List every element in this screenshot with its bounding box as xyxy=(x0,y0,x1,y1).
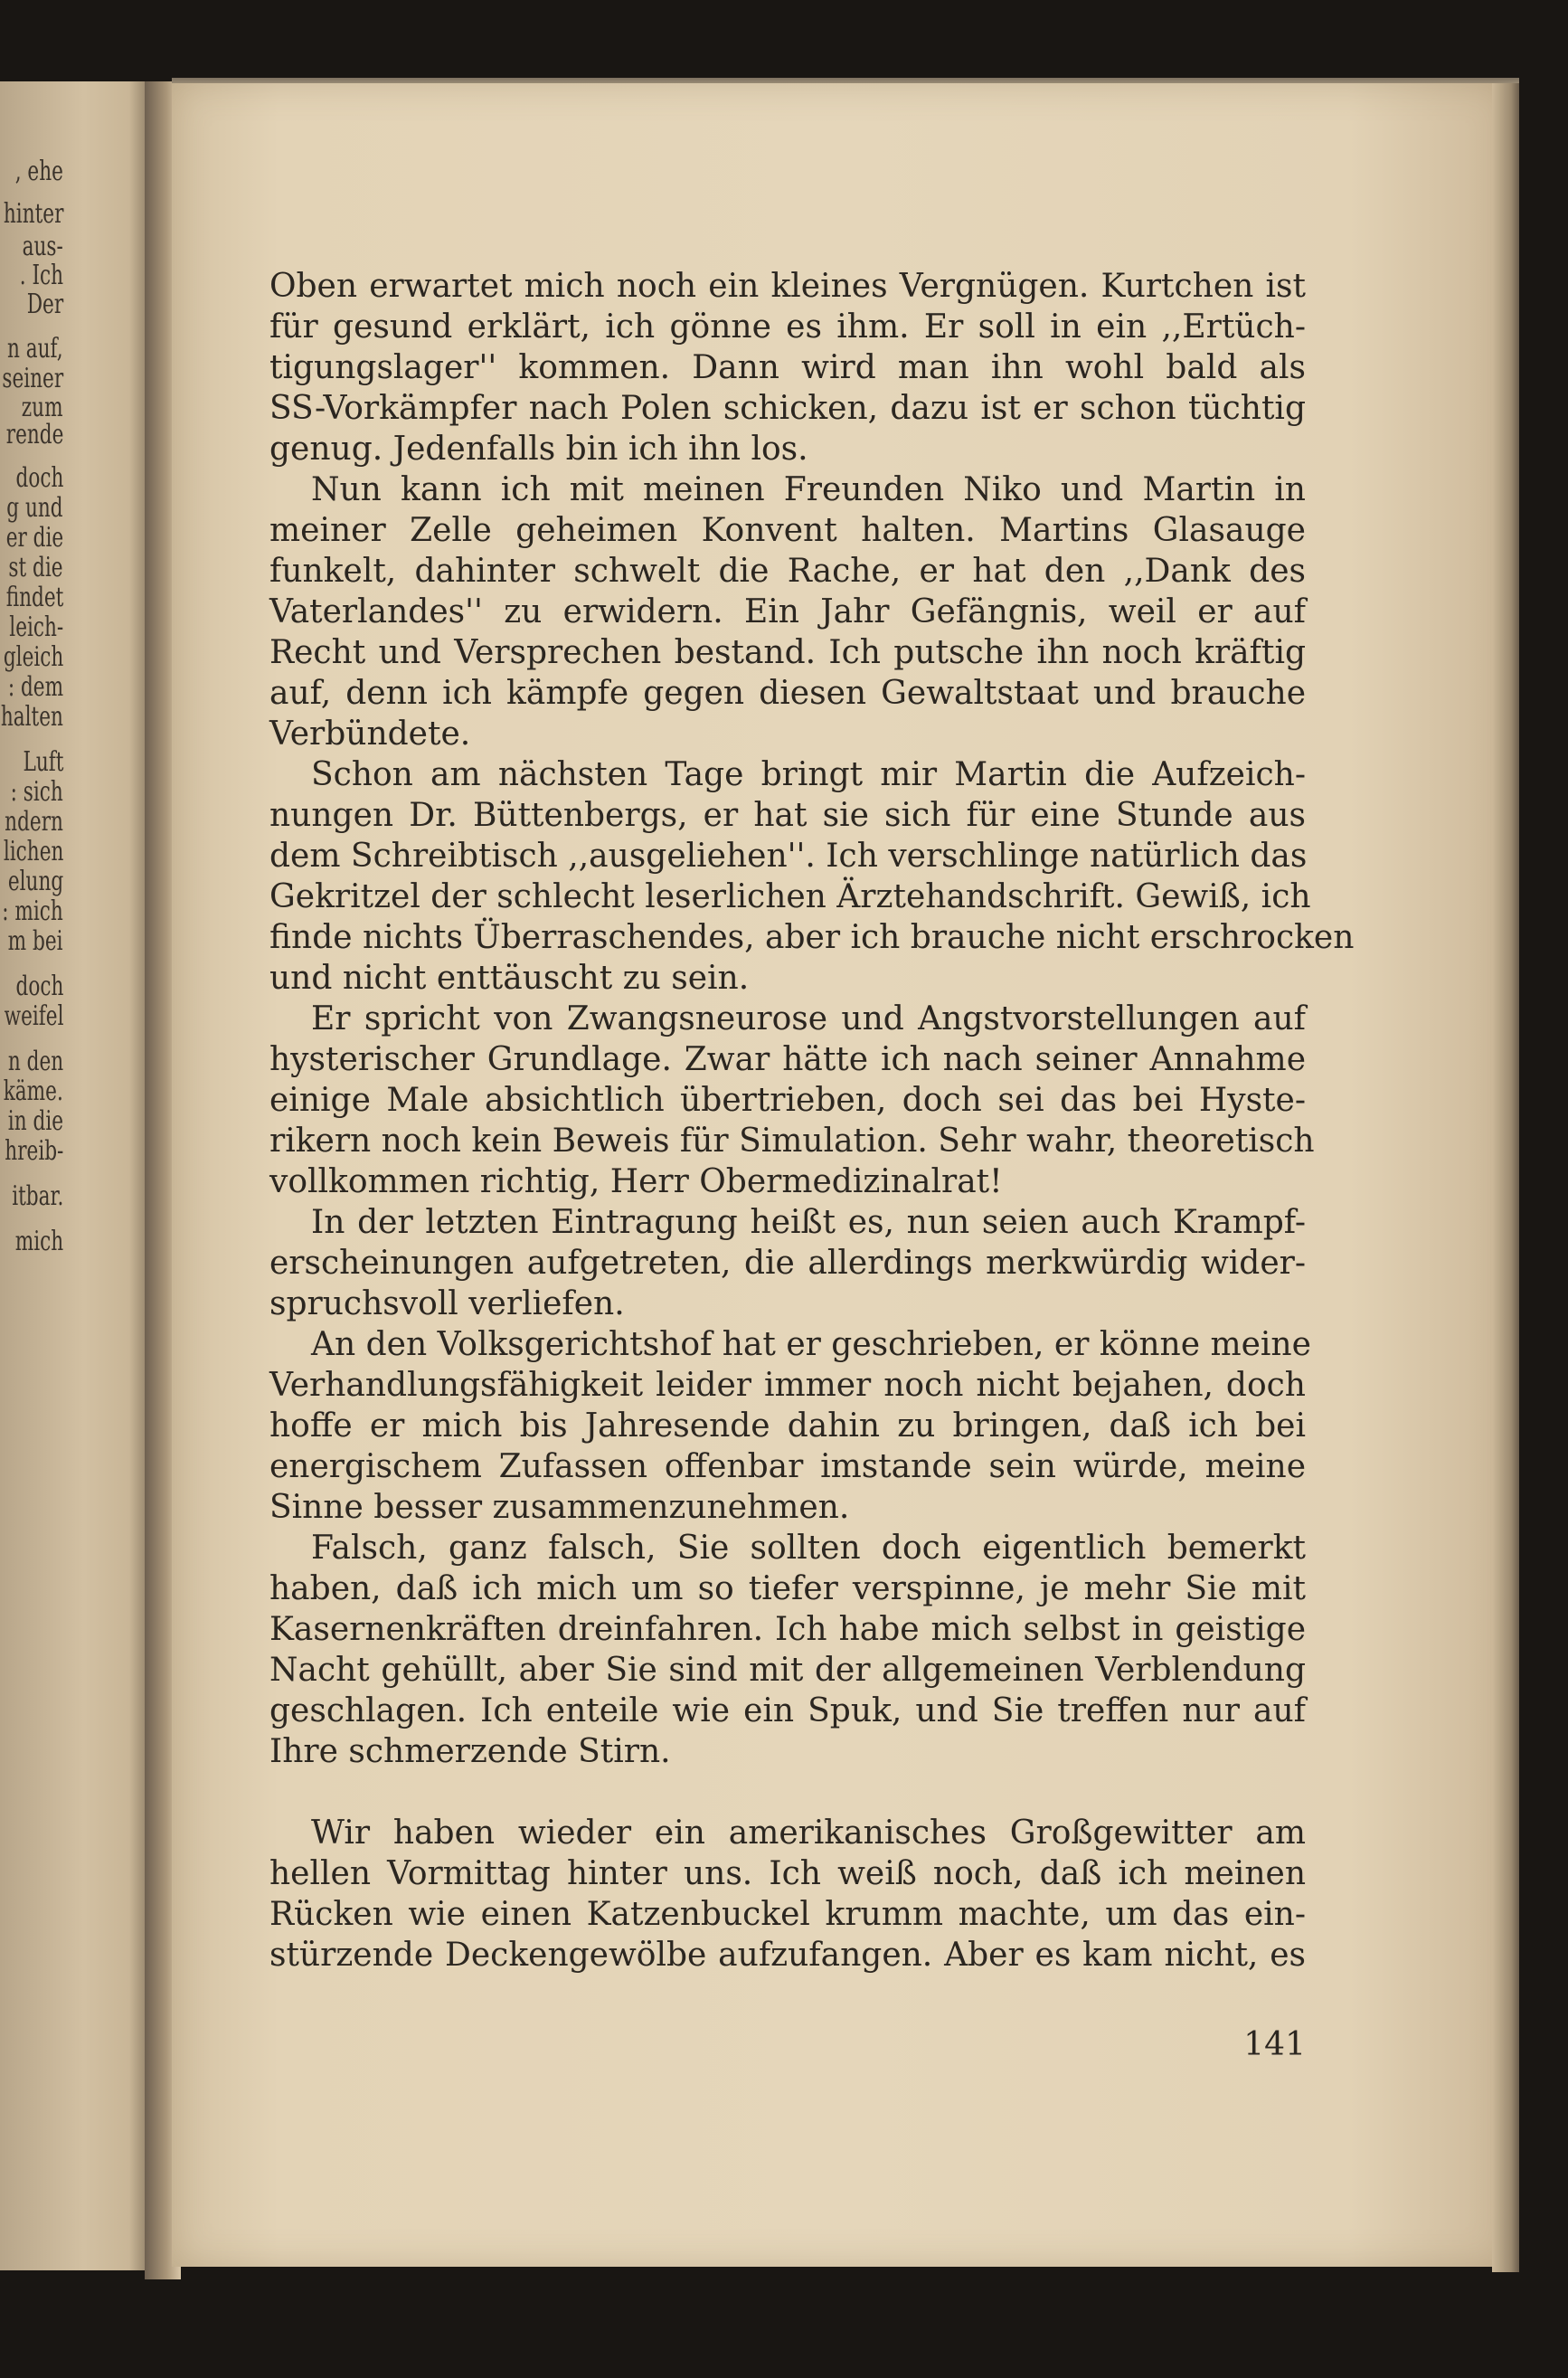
left-page-fragment: findet xyxy=(5,582,63,613)
text-line: Ihre schmerzende Stirn. xyxy=(269,1733,671,1770)
text-line: tigungslager'' kommen. Dann wird man ihn wohl bald als xyxy=(269,349,1306,386)
text-line: Falsch, ganz falsch, Sie sollten doch eigentlich bemerkt xyxy=(311,1530,1306,1567)
left-page-fragment: doch xyxy=(15,462,63,494)
left-page-fragment: Der xyxy=(26,289,63,320)
page-right-edge xyxy=(1492,83,1519,2272)
text-line: haben, daß ich mich um so tiefer verspinne, je mehr Sie mit xyxy=(269,1570,1306,1607)
left-page-fragment: gleich xyxy=(3,641,63,673)
text-line: meiner Zelle geheimen Konvent halten. Martins Glasauge xyxy=(269,512,1306,549)
text-line: energischem Zufassen offenbar imstande sein würde, meine xyxy=(269,1448,1306,1485)
left-page-fragment: Luft xyxy=(23,746,63,778)
text-line: hellen Vormittag hinter uns. Ich weiß noch, daß ich meinen xyxy=(269,1855,1306,1892)
text-line: Sinne besser zusammenzunehmen. xyxy=(269,1489,850,1526)
text-line: vollkommen richtig, Herr Obermedizinalrat! xyxy=(269,1163,1003,1200)
text-line: Schon am nächsten Tage bringt mir Martin die Aufzeich- xyxy=(311,756,1306,793)
text-line: In der letzten Eintragung heißt es, nun seien auch Krampf- xyxy=(311,1204,1306,1241)
left-page-fragment: lichen xyxy=(3,836,63,867)
left-page-fragment: : sich xyxy=(10,776,63,808)
text-line: und nicht enttäuscht zu sein. xyxy=(269,960,750,997)
text-line: Verbündete. xyxy=(269,715,471,753)
left-page-fragment: leich- xyxy=(9,611,63,643)
section-break xyxy=(269,1772,1306,1813)
text-line: hysterischer Grundlage. Zwar hätte ich nach seiner Annahme xyxy=(269,1041,1306,1078)
left-page-fragment: er die xyxy=(5,522,63,554)
paragraph xyxy=(269,469,1306,754)
text-line: hoffe er mich bis Jahresende dahin zu bringen, daß ich bei xyxy=(269,1407,1306,1445)
text-line: funkelt, dahinter schwelt die Rache, er hat den ,,Dank des xyxy=(269,553,1306,590)
left-page-fragment: n auf, xyxy=(7,333,63,365)
text-line: Verhandlungsfähigkeit leider immer noch nicht bejahen, doch xyxy=(269,1367,1306,1404)
left-page-fragment: elung xyxy=(7,866,63,897)
left-page-fragment: , ehe xyxy=(14,156,63,187)
text-line: Vaterlandes'' zu erwidern. Ein Jahr Gefängnis, weil er auf xyxy=(269,593,1306,630)
text-line: für gesund erklärt, ich gönne es ihm. Er soll in ein ,,Ertüch- xyxy=(269,308,1306,346)
left-page-fragment: g und xyxy=(6,492,63,524)
left-page-fragment: halten xyxy=(0,701,63,733)
text-line: einige Male absichtlich übertrieben, doch sei das bei Hyste- xyxy=(269,1082,1306,1119)
left-page-fragment: doch xyxy=(15,971,63,1002)
text-line: Oben erwartet mich noch ein kleines Vergnügen. Kurtchen ist xyxy=(269,268,1306,305)
text-line: SS-Vorkämpfer nach Polen schicken, dazu ist er schon tüchtig xyxy=(269,390,1306,427)
left-page-fragment: ndern xyxy=(5,806,63,838)
paragraph xyxy=(269,754,1355,999)
left-page-fragment: m bei xyxy=(8,925,63,957)
text-line: spruchsvoll verliefen. xyxy=(269,1285,625,1322)
left-page-fragment: weifel xyxy=(4,1000,63,1032)
text-line: Gekritzel der schlecht leserlichen Ärztehandschrift. Gewiß, ich xyxy=(269,878,1311,915)
text-line: Kasernenkräften dreinfahren. Ich habe mich selbst in geistige xyxy=(269,1611,1306,1648)
text-line: Nun kann ich mit meinen Freunden Niko und Martin in xyxy=(311,471,1306,508)
left-page-edge xyxy=(0,81,152,2270)
left-page-fragment: n den xyxy=(7,1046,63,1077)
page-body-text xyxy=(269,266,1355,1975)
left-page-fragment: zum xyxy=(22,392,63,423)
left-page-fragment: rende xyxy=(5,419,63,450)
text-line: finde nichts Überraschendes, aber ich brauche nicht erschrocken xyxy=(269,919,1355,956)
text-line: rikern noch kein Beweis für Simulation. Sehr wahr, theoretisch xyxy=(269,1123,1315,1160)
left-page-fragment: : dem xyxy=(7,671,63,703)
paragraph xyxy=(269,266,1306,469)
paragraph xyxy=(269,999,1315,1202)
left-page-fragment: aus- xyxy=(22,231,63,262)
left-page-fragment: st die xyxy=(8,552,63,583)
text-line: auf, denn ich kämpfe gegen diesen Gewaltstaat und brauche xyxy=(269,675,1306,712)
text-line: Rücken wie einen Katzenbuckel krumm machte, um das ein- xyxy=(269,1896,1306,1933)
page-number: 141 xyxy=(1243,2026,1306,2063)
left-page-fragment: hreib- xyxy=(4,1135,63,1167)
left-page-fragment: in die xyxy=(7,1105,63,1137)
text-line: dem Schreibtisch ,,ausgeliehen''. Ich verschlinge natürlich das xyxy=(269,838,1308,875)
text-line: stürzende Deckengewölbe aufzufangen. Aber es kam nicht, es xyxy=(269,1937,1306,1974)
left-page-fragment: hinter xyxy=(3,198,63,230)
text-line: Wir haben wieder ein amerikanisches Großgewitter am xyxy=(311,1814,1306,1852)
text-line: Er spricht von Zwangsneurose und Angstvorstellungen auf xyxy=(311,1000,1306,1037)
text-line: Recht und Versprechen bestand. Ich putsche ihn noch kräftig xyxy=(269,634,1306,671)
left-page-fragment: itbar. xyxy=(11,1180,63,1212)
text-line: geschlagen. Ich enteile wie ein Spuk, und Sie treffen nur auf xyxy=(269,1692,1306,1729)
text-line: genug. Jedenfalls bin ich ihn los. xyxy=(269,431,808,468)
text-line: nungen Dr. Büttenbergs, er hat sie sich für eine Stunde aus xyxy=(269,797,1306,834)
left-page-fragment: : mich xyxy=(2,895,63,927)
paragraph xyxy=(269,1202,1306,1324)
text-line: An den Volksgerichtshof hat er geschrieben, er könne meine xyxy=(311,1326,1311,1363)
paragraph xyxy=(269,1528,1306,1772)
paragraph xyxy=(269,1813,1306,1975)
left-page-fragment: käme. xyxy=(3,1075,63,1107)
text-line: erscheinungen aufgetreten, die allerdings merkwürdig wider- xyxy=(269,1245,1306,1282)
text-line: Nacht gehüllt, aber Sie sind mit der allgemeinen Verblendung xyxy=(269,1652,1306,1689)
left-page-fragment: . Ich xyxy=(19,260,63,291)
left-page-fragment: mich xyxy=(14,1226,63,1257)
left-page-fragment: seiner xyxy=(2,363,63,394)
paragraph xyxy=(269,1324,1311,1528)
